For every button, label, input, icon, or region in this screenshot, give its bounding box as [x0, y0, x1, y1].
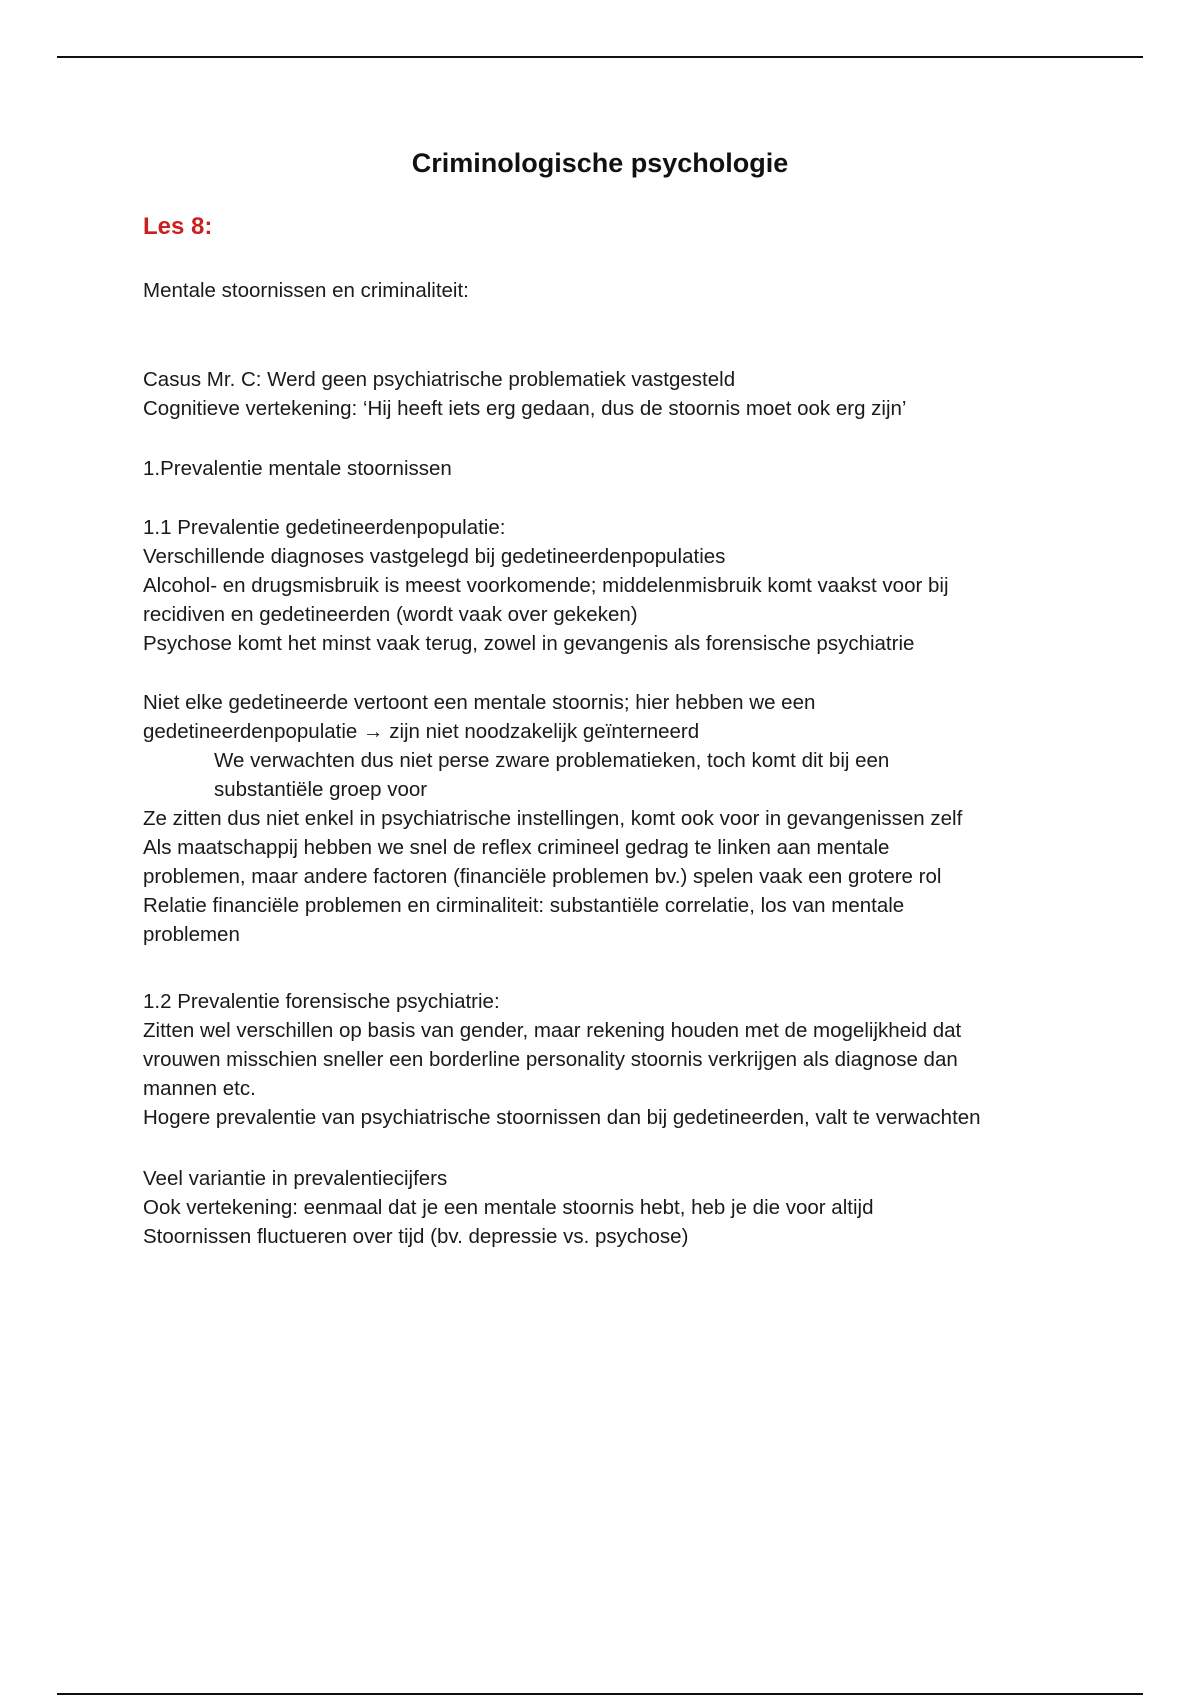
cognitive-bias-line: Cognitieve vertekening: ‘Hij heeft iets erg gedaan, dus de stoornis moet ook erg zijn’ [143, 397, 907, 420]
paragraph-line: Relatie financiële problemen en cirminaliteit: substantiële correlatie, los van mentale [143, 894, 905, 917]
paragraph-line: Verschillende diagnoses vastgelegd bij gedetineerdenpopulaties [143, 545, 726, 568]
paragraph-line: gedetineerdenpopulatie → zijn niet noodzakelijk geïnterneerd [143, 720, 700, 743]
bottom-rule [57, 1693, 1143, 1695]
paragraph-line: vrouwen misschien sneller een borderline personality stoornis verkrijgen als diagnose dan [143, 1048, 958, 1071]
casus-line: Casus Mr. C: Werd geen psychiatrische problematiek vastgesteld [143, 368, 736, 391]
paragraph-line: Stoornissen fluctueren over tijd (bv. depressie vs. psychose) [143, 1225, 689, 1248]
indented-line: We verwachten dus niet perse zware problematieken, toch komt dit bij een [214, 749, 890, 772]
paragraph-line: recidiven en gedetineerden (wordt vaak over gekeken) [143, 603, 638, 626]
lesson-heading: Les 8: [143, 213, 213, 240]
paragraph-line: Als maatschappij hebben we snel de reflex crimineel gedrag te linken aan mentale [143, 836, 890, 859]
paragraph-line: Ze zitten dus niet enkel in psychiatrische instellingen, komt ook voor in gevangenissen zelf [143, 807, 963, 830]
document-title: Criminologische psychologie [411, 148, 789, 178]
paragraph-line: Alcohol- en drugsmisbruik is meest voorkomende; middelenmisbruik komt vaakst voor bij [143, 574, 949, 597]
top-rule [57, 56, 1143, 58]
paragraph-line: Psychose komt het minst vaak terug, zowel in gevangenis als forensische psychiatrie [143, 632, 915, 655]
section-heading-1: 1.Prevalentie mentale stoornissen [143, 457, 452, 480]
intro-line: Mentale stoornissen en criminaliteit: [143, 279, 469, 302]
section-heading-1-1: 1.1 Prevalentie gedetineerdenpopulatie: [143, 516, 506, 539]
paragraph-line: Zitten wel verschillen op basis van gender, maar rekening houden met de mogelijkheid dat [143, 1019, 962, 1042]
paragraph-line: Hogere prevalentie van psychiatrische stoornissen dan bij gedetineerden, valt te verwachten [143, 1106, 981, 1129]
section-heading-1-2: 1.2 Prevalentie forensische psychiatrie: [143, 990, 500, 1013]
paragraph-line: Veel variantie in prevalentiecijfers [143, 1167, 448, 1190]
paragraph-line: problemen, maar andere factoren (financiële problemen bv.) spelen vaak een grotere rol [143, 865, 942, 888]
indented-line: substantiële groep voor [214, 778, 428, 801]
paragraph-line: mannen etc. [143, 1077, 256, 1100]
paragraph-line: problemen [143, 923, 240, 946]
paragraph-line: Ook vertekening: eenmaal dat je een mentale stoornis hebt, heb je die voor altijd [143, 1196, 874, 1219]
paragraph-line: Niet elke gedetineerde vertoont een mentale stoornis; hier hebben we een [143, 691, 816, 714]
